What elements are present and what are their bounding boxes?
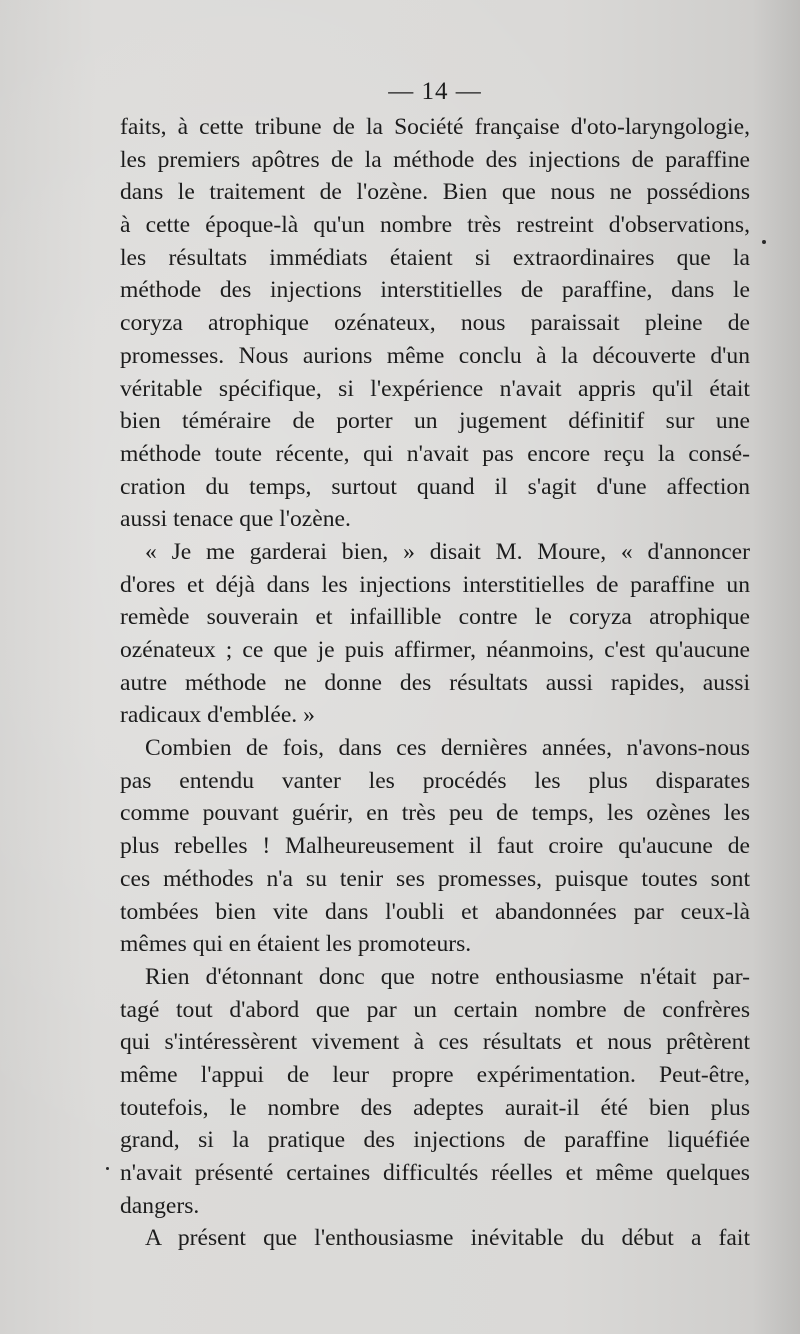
- text-line: aussi tenace que l'ozène.: [120, 506, 351, 533]
- text-line: radicaux d'emblée. »: [120, 702, 315, 729]
- text-line: cration du temps, surtout quand il s'agit d'une affection: [120, 473, 750, 500]
- text-line: plus rebelles ! Malheureusement il faut croire qu'aucune de: [120, 833, 750, 860]
- text-line: autre méthode ne donne des résultats aussi rapides, aussi: [120, 669, 750, 696]
- text-line: dangers.: [120, 1192, 200, 1219]
- text-line: Combien de fois, dans ces dernières années, n'avons-nous: [145, 735, 750, 762]
- text-line: « Je me garderai bien, » disait M. Moure, « d'annoncer: [145, 538, 750, 565]
- text-line: pas entendu vanter les procédés les plus disparates: [120, 767, 750, 794]
- text-line: ozénateux ; ce que je puis affirmer, néanmoins, c'est qu'aucune: [120, 637, 750, 663]
- text-line: remède souverain et infaillible contre le coryza atrophique: [120, 604, 750, 631]
- ink-speck: [762, 240, 766, 244]
- text-line: n'avait présenté certaines difficultés réelles et même quelques: [120, 1160, 750, 1186]
- text-line: mêmes qui en étaient les promoteurs.: [120, 931, 472, 958]
- text-line: les premiers apôtres de la méthode des injections de paraffine: [120, 146, 750, 173]
- text-line: comme pouvant guérir, en très peu de temps, les ozènes les: [120, 800, 750, 827]
- text-line: bien téméraire de porter un jugement définitif sur une: [120, 408, 750, 435]
- text-line: les résultats immédiats étaient si extraordinaires que la: [120, 244, 750, 271]
- text-line: faits, à cette tribune de la Société française d'oto-laryngologie,: [120, 114, 750, 140]
- text-line: Rien d'étonnant donc que notre enthousiasme n'était par-: [145, 963, 750, 990]
- text-line: toutefois, le nombre des adeptes aurait-il été bien plus: [120, 1094, 750, 1121]
- body-text: [120, 111, 750, 1255]
- text-line: à cette époque-là qu'un nombre très restreint d'observations,: [120, 212, 750, 239]
- text-line: promesses. Nous aurions même conclu à la découverte d'un: [120, 342, 750, 369]
- text-line: méthode toute récente, qui n'avait pas encore reçu la consé-: [120, 440, 750, 467]
- page-number: — 14 —: [388, 78, 482, 105]
- text-line: méthode des injections interstitielles de paraffine, dans le: [120, 277, 750, 304]
- text-line: d'ores et déjà dans les injections interstitielles de paraffine un: [120, 571, 750, 598]
- text-line: tombées bien vite dans l'oubli et abandonnées par ceux-là: [120, 898, 750, 925]
- text-line: véritable spécifique, si l'expérience n'avait appris qu'il était: [120, 375, 750, 402]
- text-line: même l'appui de leur propre expérimentation. Peut-être,: [120, 1061, 750, 1088]
- ink-speck: [106, 1167, 109, 1170]
- text-line: ces méthodes n'a su tenir ses promesses, puisque toutes sont: [120, 865, 750, 892]
- text-line: coryza atrophique ozénateux, nous paraissait pleine de: [120, 310, 750, 337]
- text-line: A présent que l'enthousiasme inévitable du début a fait: [145, 1225, 750, 1252]
- text-line: dans le traitement de l'ozène. Bien que nous ne possédions: [120, 179, 750, 206]
- text-line: qui s'intéressèrent vivement à ces résultats et nous prêtèrent: [120, 1029, 750, 1056]
- text-line: grand, si la pratique des injections de paraffine liquéfiée: [120, 1127, 750, 1154]
- text-line: tagé tout d'abord que par un certain nombre de confrères: [120, 996, 750, 1023]
